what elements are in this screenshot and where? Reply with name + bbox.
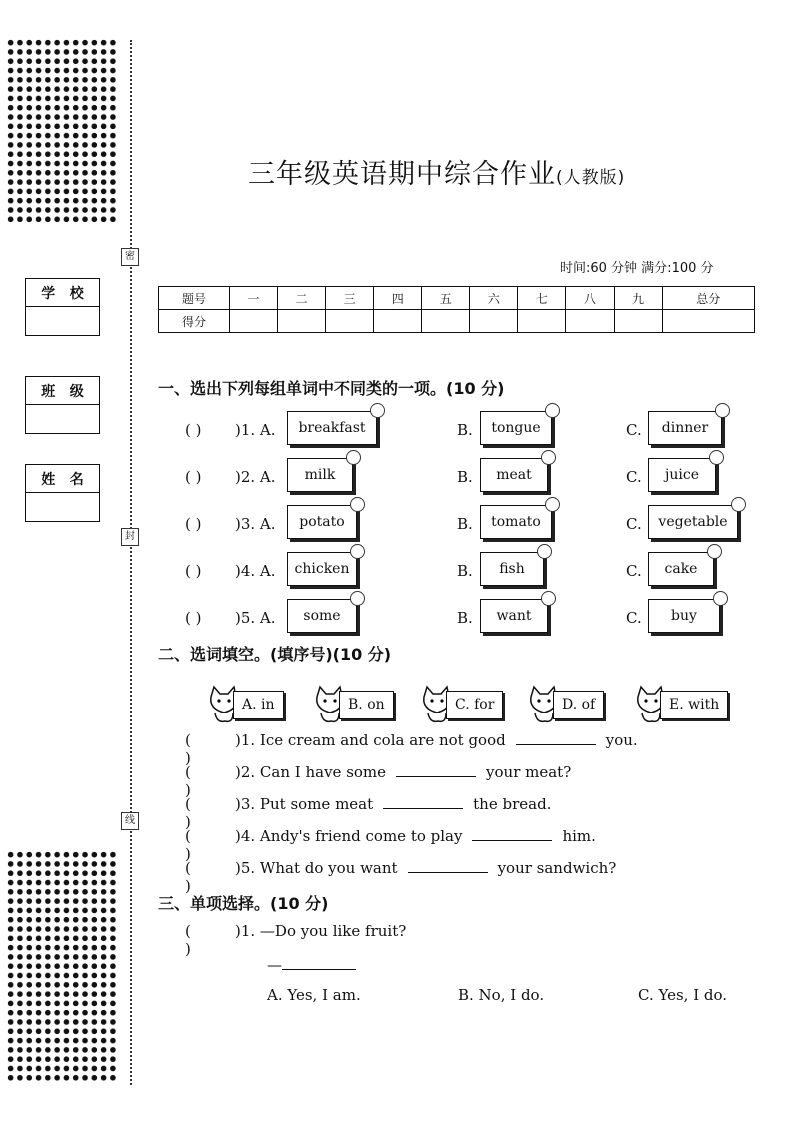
answer-paren[interactable]: ( ) [185,421,202,439]
word-card: dinner [648,411,722,445]
word-card: juice [648,458,716,492]
word-card: tongue [480,411,552,445]
answer-paren[interactable]: ( ) [185,562,202,580]
flower-icon [350,497,365,512]
flower-icon [541,450,556,465]
answer-paren[interactable]: ( ) [185,609,202,627]
s3-option-a: A. Yes, I am. [267,986,361,1004]
answer-paren[interactable]: ( ) [185,468,202,486]
word-card: buy [648,599,720,633]
word-card: want [480,599,548,633]
score-table [158,286,755,333]
edition-label: (人教版) [556,168,626,188]
word-card: potato [287,505,357,539]
s3-option-c: C. Yes, I do. [638,986,728,1004]
answer-blank [282,969,356,970]
exam-meta: 时间:60 分钟 满分:100 分 [560,261,714,276]
seal-char-feng: 封 [121,528,139,546]
flower-icon [537,544,552,559]
answer-blank[interactable] [383,808,463,809]
flower-icon [346,450,361,465]
flower-icon [370,403,385,418]
s1-question-2: ( ) )2. A. milk B. meat C. juice [185,458,755,498]
word-card: breakfast [287,411,377,445]
flower-icon [707,544,722,559]
answer-paren[interactable]: ( ) [185,922,191,958]
word-card: milk [287,458,353,492]
page-title: 三年级英语期中综合作业(人教版) [248,159,626,190]
word-card: vegetable [648,505,738,539]
word-card: tomato [480,505,552,539]
flower-icon [731,497,746,512]
answer-blank[interactable] [516,744,596,745]
seal-char-mi: 密 [121,248,139,266]
s3-answer-line[interactable]: — [267,956,356,974]
word-card: fish [480,552,544,586]
answer-paren[interactable]: ( ) [185,763,191,799]
answer-blank[interactable] [396,776,476,777]
s1-question-1: ( ) )1. A. breakfast B. tongue C. dinner [185,411,755,451]
name-box[interactable]: 姓 名 [25,464,100,522]
flower-icon [541,591,556,606]
answer-paren[interactable]: ( ) [185,795,191,831]
answer-paren[interactable]: ( ) [185,859,191,895]
word-card: meat [480,458,548,492]
flower-icon [545,403,560,418]
answer-paren[interactable]: ( ) [185,515,202,533]
dot-pattern-bottom [6,850,118,1082]
cut-line [130,40,132,1085]
section3-heading: 三、单项选择。(10 分) [158,894,329,913]
s3-option-b: B. No, I do. [458,986,545,1004]
score-value-row: 得分 [159,310,755,333]
flower-icon [715,403,730,418]
score-header-row: 题号 一 二 三 四 五 六 七 八 九 总分 [159,287,755,310]
flower-icon [713,591,728,606]
class-box[interactable]: 班 级 [25,376,100,434]
flower-icon [709,450,724,465]
s1-question-3: ( ) )3. A. potato B. tomato C. vegetable [185,505,755,545]
school-box[interactable]: 学 校 [25,278,100,336]
section2-heading: 二、选词填空。(填序号)(10 分) [158,645,392,664]
answer-blank[interactable] [472,840,552,841]
flower-icon [350,591,365,606]
flower-icon [350,544,365,559]
seal-char-xian: 线 [121,812,139,830]
answer-blank[interactable] [408,872,488,873]
answer-paren[interactable]: ( ) [185,827,191,863]
flower-icon [545,497,560,512]
word-card: some [287,599,357,633]
answer-paren[interactable]: ( ) [185,731,191,767]
word-card: cake [648,552,714,586]
dot-pattern-top [6,38,118,224]
s1-question-4: ( ) )4. A. chicken B. fish C. cake [185,552,755,592]
s1-question-5: ( ) )5. A. some B. want C. buy [185,599,755,639]
section1-heading: 一、选出下列每组单词中不同类的一项。(10 分) [158,379,505,398]
word-card: chicken [287,552,357,586]
